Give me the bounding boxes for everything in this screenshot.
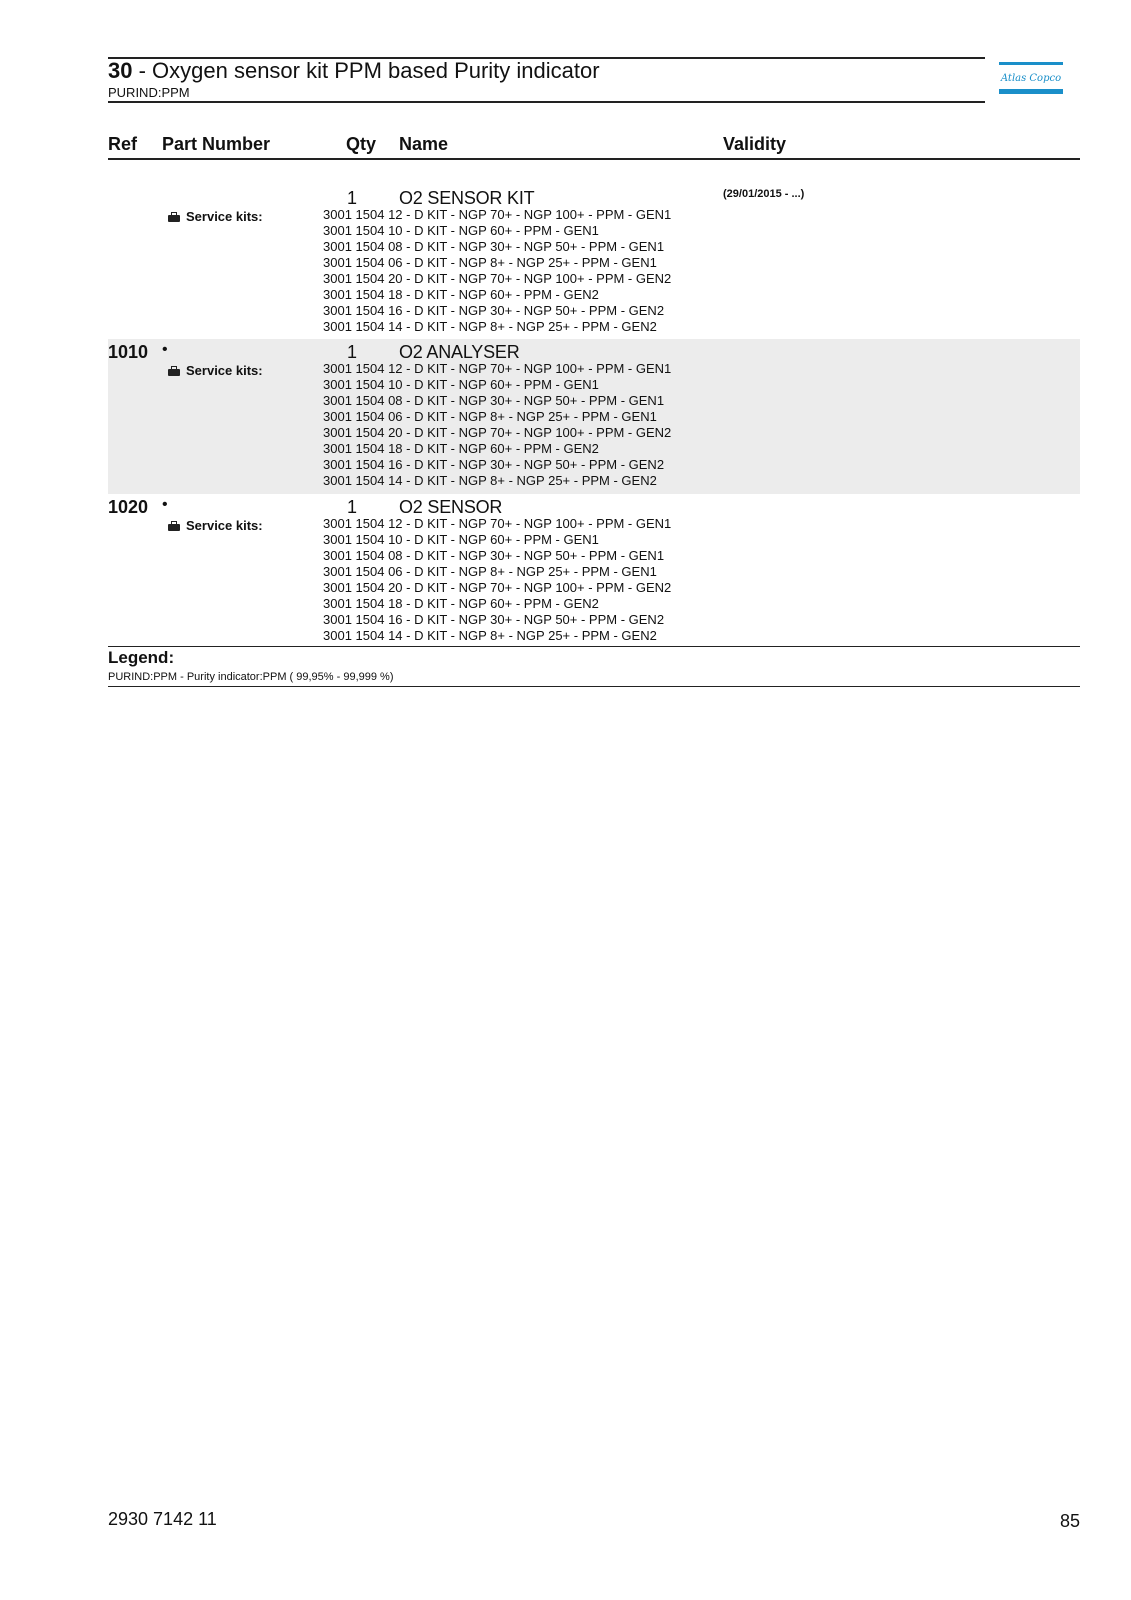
service-kit-item: 3001 1504 08 - D KIT - NGP 30+ - NGP 50+ - PPM - GEN1 [323,393,665,408]
header-bottom-rule [108,101,985,103]
legend-text: PURIND:PPM - Purity indicator:PPM ( 99,95% - 99,999 %) [108,671,394,683]
service-kit-item: 3001 1504 14 - D KIT - NGP 8+ - NGP 25+ - PPM - GEN2 [323,628,657,643]
row-validity: (29/01/2015 - ...) [723,188,805,200]
svg-text:Atlas Copco: Atlas Copco [1000,73,1062,84]
service-kit-item: 3001 1504 10 - D KIT - NGP 60+ - PPM - GEN1 [323,223,599,238]
column-header-rule [108,158,1080,160]
footer-document-number: 2930 7142 11 [108,1509,217,1529]
atlas-copco-logo [999,62,1063,94]
service-kits-text: Service kits: [186,209,263,224]
column-header-part-number: Part Number [162,134,271,154]
service-kit-item: 3001 1504 06 - D KIT - NGP 8+ - NGP 25+ - PPM - GEN1 [323,255,657,270]
service-kit-item: 3001 1504 08 - D KIT - NGP 30+ - NGP 50+ - PPM - GEN1 [323,239,665,254]
service-kit-item: 3001 1504 14 - D KIT - NGP 8+ - NGP 25+ - PPM - GEN2 [323,473,657,488]
service-kit-item: 3001 1504 20 - D KIT - NGP 70+ - NGP 100+ - PPM - GEN2 [323,271,672,286]
toolbox-icon [168,521,180,531]
row-ref: 1020 [108,497,149,517]
footer-page-number: 85 [1059,1511,1080,1531]
service-kit-item: 3001 1504 20 - D KIT - NGP 70+ - NGP 100+ - PPM - GEN2 [323,580,672,595]
row-name: O2 SENSOR KIT [399,188,535,208]
row-qty: 1 [347,497,358,517]
service-kit-item: 3001 1504 12 - D KIT - NGP 70+ - NGP 100+ - PPM - GEN1 [323,516,672,531]
row-bullet: • [162,341,168,358]
row-name: O2 ANALYSER [399,342,520,362]
service-kit-item: 3001 1504 06 - D KIT - NGP 8+ - NGP 25+ - PPM - GEN1 [323,564,657,579]
column-header-name: Name [399,134,449,154]
section-code: PURIND:PPM [108,85,190,100]
section-number: 30 [108,58,133,83]
legend-title: Legend: [108,648,175,667]
service-kit-item: 3001 1504 06 - D KIT - NGP 8+ - NGP 25+ - PPM - GEN1 [323,409,657,424]
page-title [108,58,600,84]
column-header-ref: Ref [108,134,138,154]
service-kit-item: 3001 1504 16 - D KIT - NGP 30+ - NGP 50+ - PPM - GEN2 [323,303,665,318]
service-kit-item: 3001 1504 12 - D KIT - NGP 70+ - NGP 100+ - PPM - GEN1 [323,207,672,222]
service-kits-label [168,209,263,225]
row-name: O2 SENSOR [399,497,503,517]
service-kits-text: Service kits: [186,363,263,378]
service-kits-label [168,363,263,379]
service-kit-item: 3001 1504 20 - D KIT - NGP 70+ - NGP 100+ - PPM - GEN2 [323,425,672,440]
service-kit-item: 3001 1504 18 - D KIT - NGP 60+ - PPM - GEN2 [323,596,599,611]
column-header-validity: Validity [723,134,787,154]
service-kit-item: 3001 1504 08 - D KIT - NGP 30+ - NGP 50+ - PPM - GEN1 [323,548,665,563]
row-bullet: • [162,496,168,513]
service-kit-item: 3001 1504 10 - D KIT - NGP 60+ - PPM - GEN1 [323,532,599,547]
row-qty: 1 [347,188,358,208]
toolbox-icon [168,366,180,376]
section-title-text: - Oxygen sensor kit PPM based Purity indicator [132,58,600,83]
column-header-qty: Qty [346,134,377,154]
service-kit-item: 3001 1504 12 - D KIT - NGP 70+ - NGP 100+ - PPM - GEN1 [323,361,672,376]
service-kit-item: 3001 1504 14 - D KIT - NGP 8+ - NGP 25+ - PPM - GEN2 [323,319,657,334]
service-kit-item: 3001 1504 18 - D KIT - NGP 60+ - PPM - GEN2 [323,441,599,456]
service-kit-item: 3001 1504 10 - D KIT - NGP 60+ - PPM - GEN1 [323,377,599,392]
toolbox-icon [168,212,180,222]
service-kits-text: Service kits: [186,518,263,533]
row-qty: 1 [347,342,358,362]
service-kit-item: 3001 1504 18 - D KIT - NGP 60+ - PPM - GEN2 [323,287,599,302]
service-kit-item: 3001 1504 16 - D KIT - NGP 30+ - NGP 50+ - PPM - GEN2 [323,612,665,627]
row-ref: 1010 [108,342,149,362]
service-kits-label [168,518,263,534]
legend-top-rule [108,646,1080,647]
service-kit-item: 3001 1504 16 - D KIT - NGP 30+ - NGP 50+ - PPM - GEN2 [323,457,665,472]
legend-bottom-rule [108,686,1080,687]
